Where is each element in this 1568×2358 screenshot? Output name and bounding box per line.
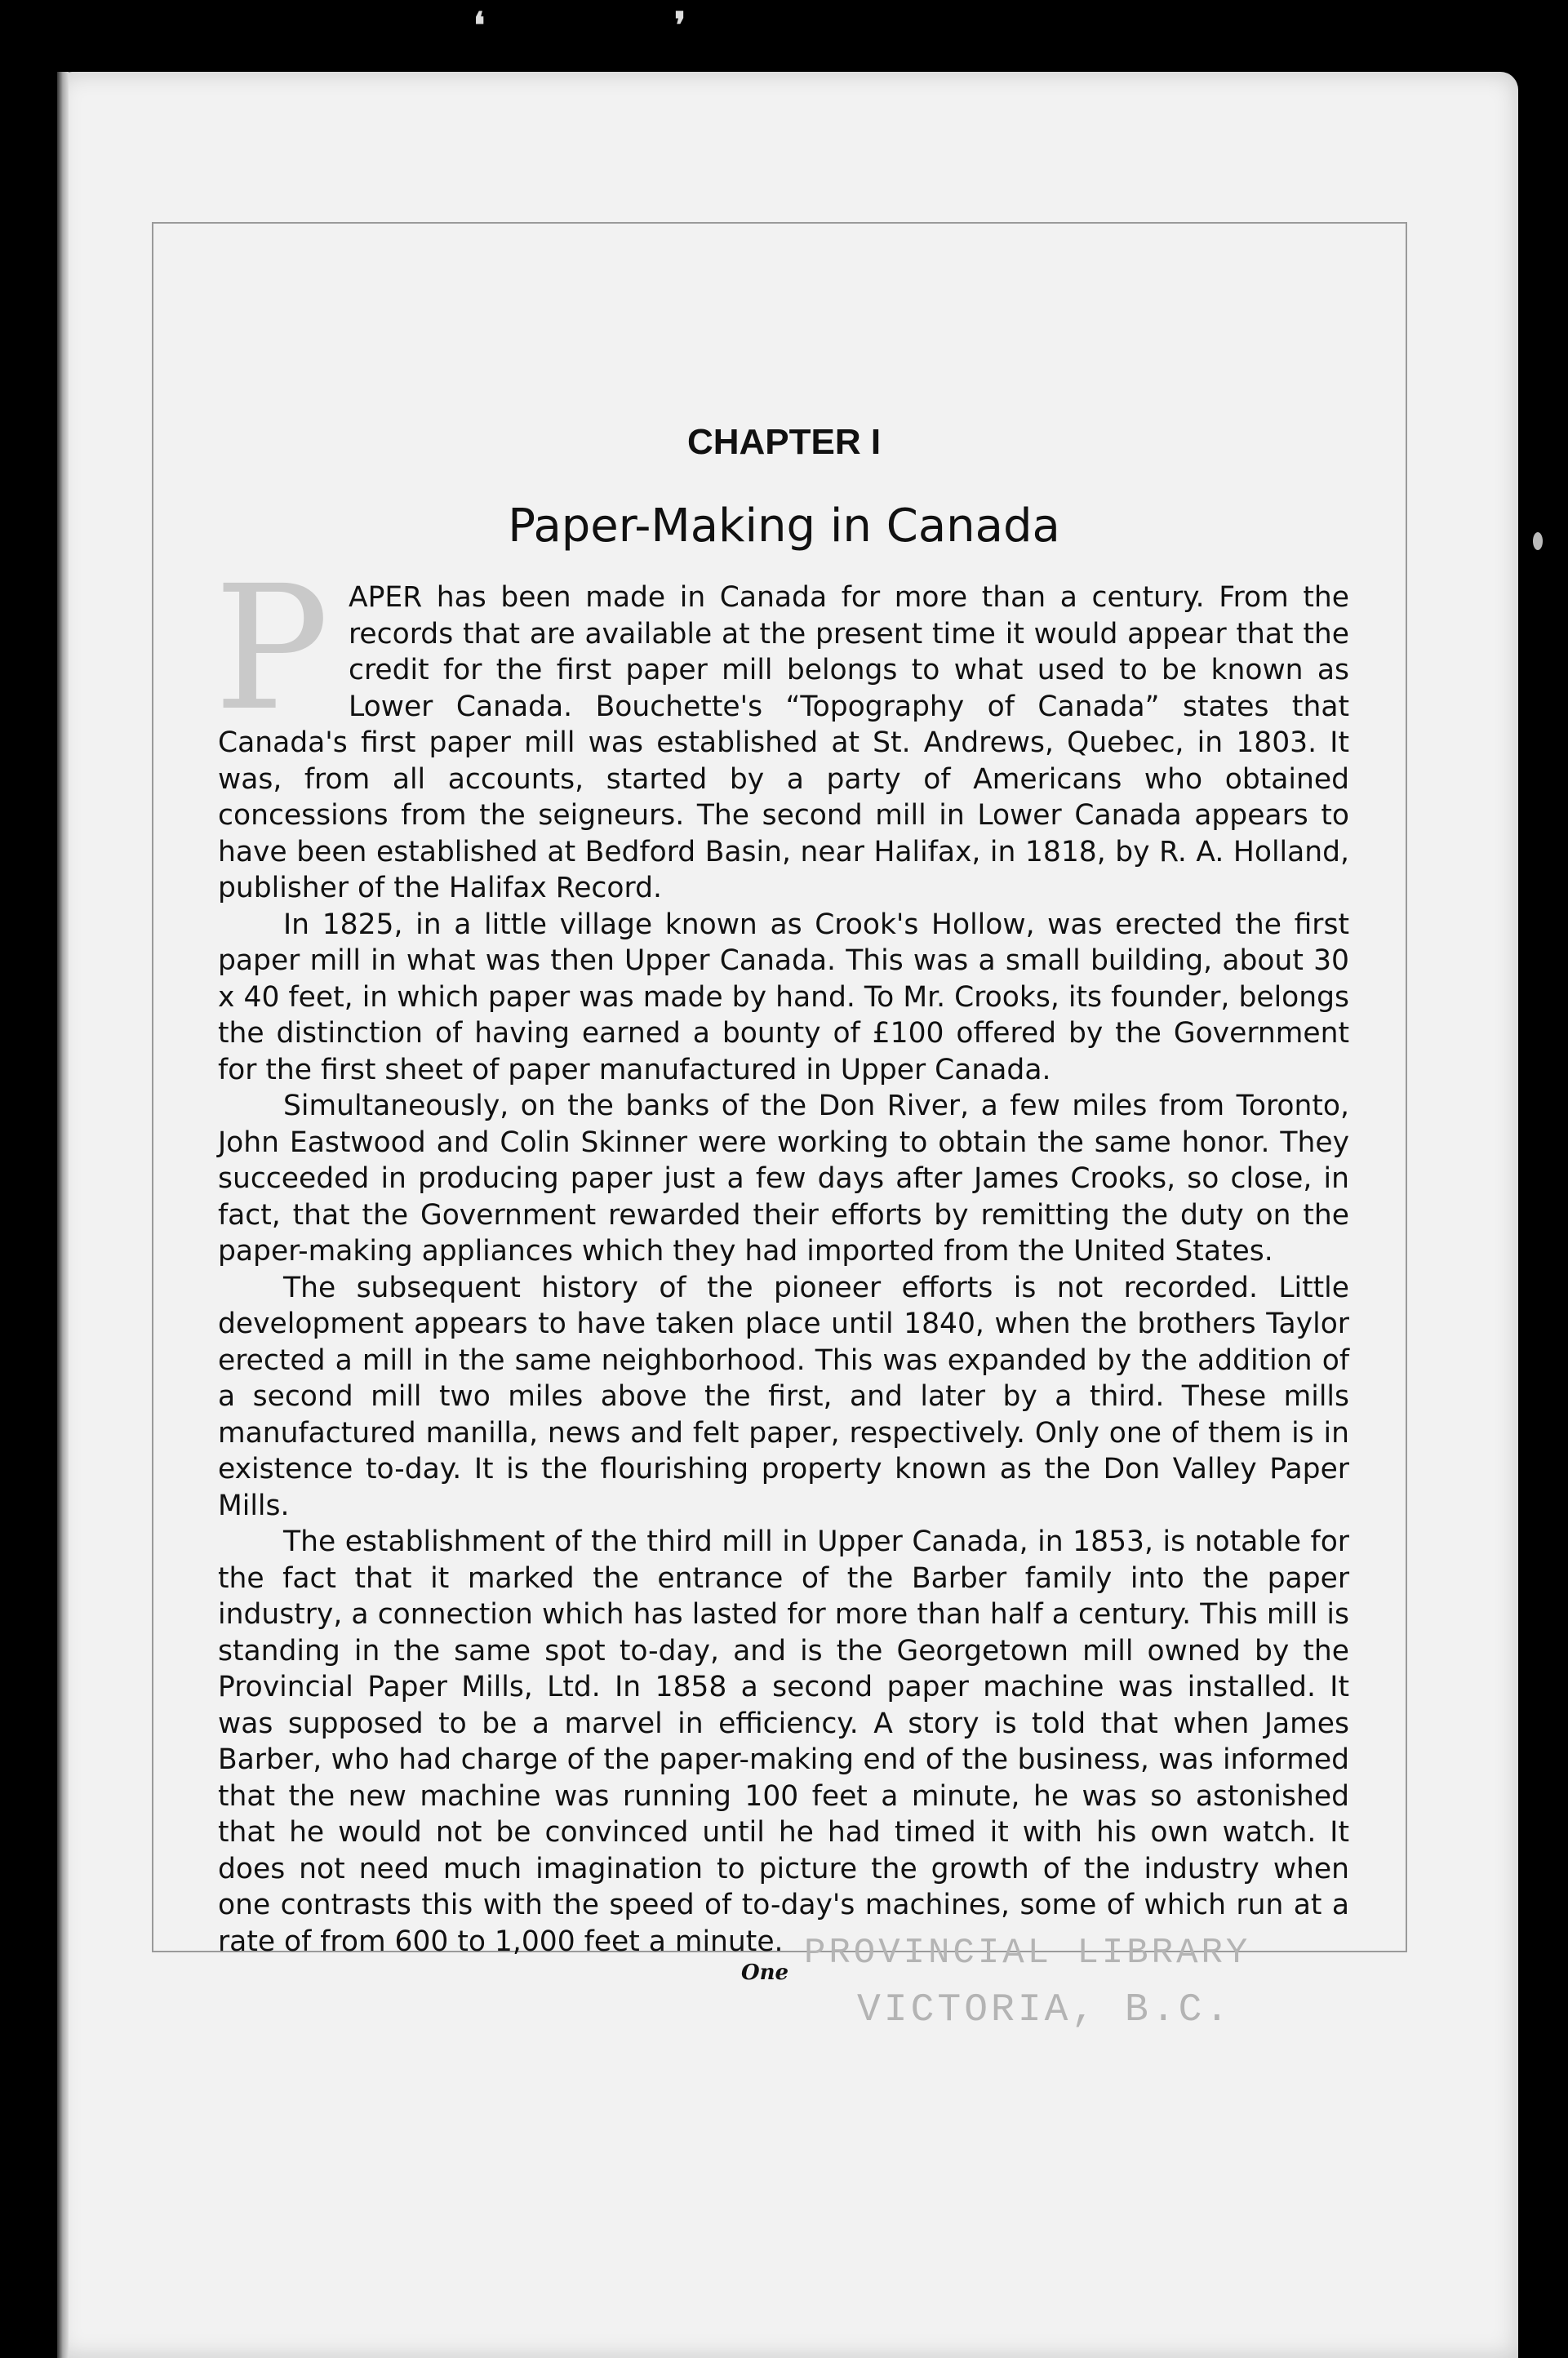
paragraph: In 1825, in a little village known as Crook's Hollow, was erected the first paper mill in what was then Upper Canada. This was a small building, about 30 x 40 feet, in which paper was made by hand. To Mr. Crooks, its founder, belongs the distinction of having earned a bounty of £100 offered by the Government for the first sheet of paper manufactured in Upper Canada. xyxy=(218,908,1349,1086)
scan-edge-mark: ❛ xyxy=(473,5,486,47)
scan-edge-mark: ❜ xyxy=(674,5,686,47)
book-spine xyxy=(57,72,69,2358)
library-stamp-line-1: PROVINCIAL LIBRARY xyxy=(804,1933,1251,1974)
drop-cap-letter: P xyxy=(214,548,330,748)
paragraph: The subsequent history of the pioneer efforts is not recorded. Little development appears to have taken place until 1840, when the brothers Taylor erected a mill in the same neighborhood. This was expanded by the addition of a second mill two miles above the first, and later by a third. These mills manufactured manilla, news and felt paper, respectively. Only one of them is in existence to-day. It is the flourishing property known as the Don Valley Paper Mills. xyxy=(218,1271,1349,1522)
page-number: One xyxy=(741,1961,789,1985)
paragraph: The establishment of the third mill in Upper Canada, in 1853, is notable for the fact that it marked the entrance of the Barber family into the paper industry, a connection which has lasted for more than half a century. This mill is standing in the same spot to-day, and is the Georgetown mill owned by the Provincial Paper Mills, Ltd. In 1858 a second paper machine was installed. It was supposed to be a marvel in efficiency. A story is told that when James Barber, who had charge of the paper-making end of the business, was informed that the new machine was running 100 feet a minute, he was so astonished that he would not be convinced until he had timed it with his own watch. It does not need much imagination to picture the growth of the industry when one contrasts this with the speed of to-day's machines, some of which run at a rate of from 600 to 1,000 feet a minute. xyxy=(218,1525,1349,1958)
chapter-title: Paper-Making in Canada xyxy=(508,500,1060,553)
paragraph: Simultaneously, on the banks of the Don River, a few miles from Toronto, John Eastwood and Colin Skinner were working to obtain the same honor. They succeeded in producing paper just a few days after James Crooks, so close, in fact, that the Government rewarded their efforts by remitting the duty on the paper-making appliances which they had imported from the United States. xyxy=(218,1090,1349,1268)
paragraph: APER has been made in Canada for more than a century. From the records that are available at the present time it would appear that the credit for the first paper mill belongs to what used to be known as Lower Canada. Bouchette's “Topography of Canada” states that Canada's first paper mill was established at St. Andrews, Quebec, in 1803. It was, from all accounts, started by a party of Americans who obtained concessions from the seigneurs. The second mill in Lower Canada appears to have been established at Bedford Basin, near Halifax, in 1818, by R. A. Holland, publisher of the Halifax Record. xyxy=(218,581,1349,904)
library-stamp-line-2: VICTORIA, B.C. xyxy=(857,1988,1233,2032)
chapter-body xyxy=(218,580,1349,1960)
chapter-label: CHAPTER I xyxy=(686,422,882,462)
